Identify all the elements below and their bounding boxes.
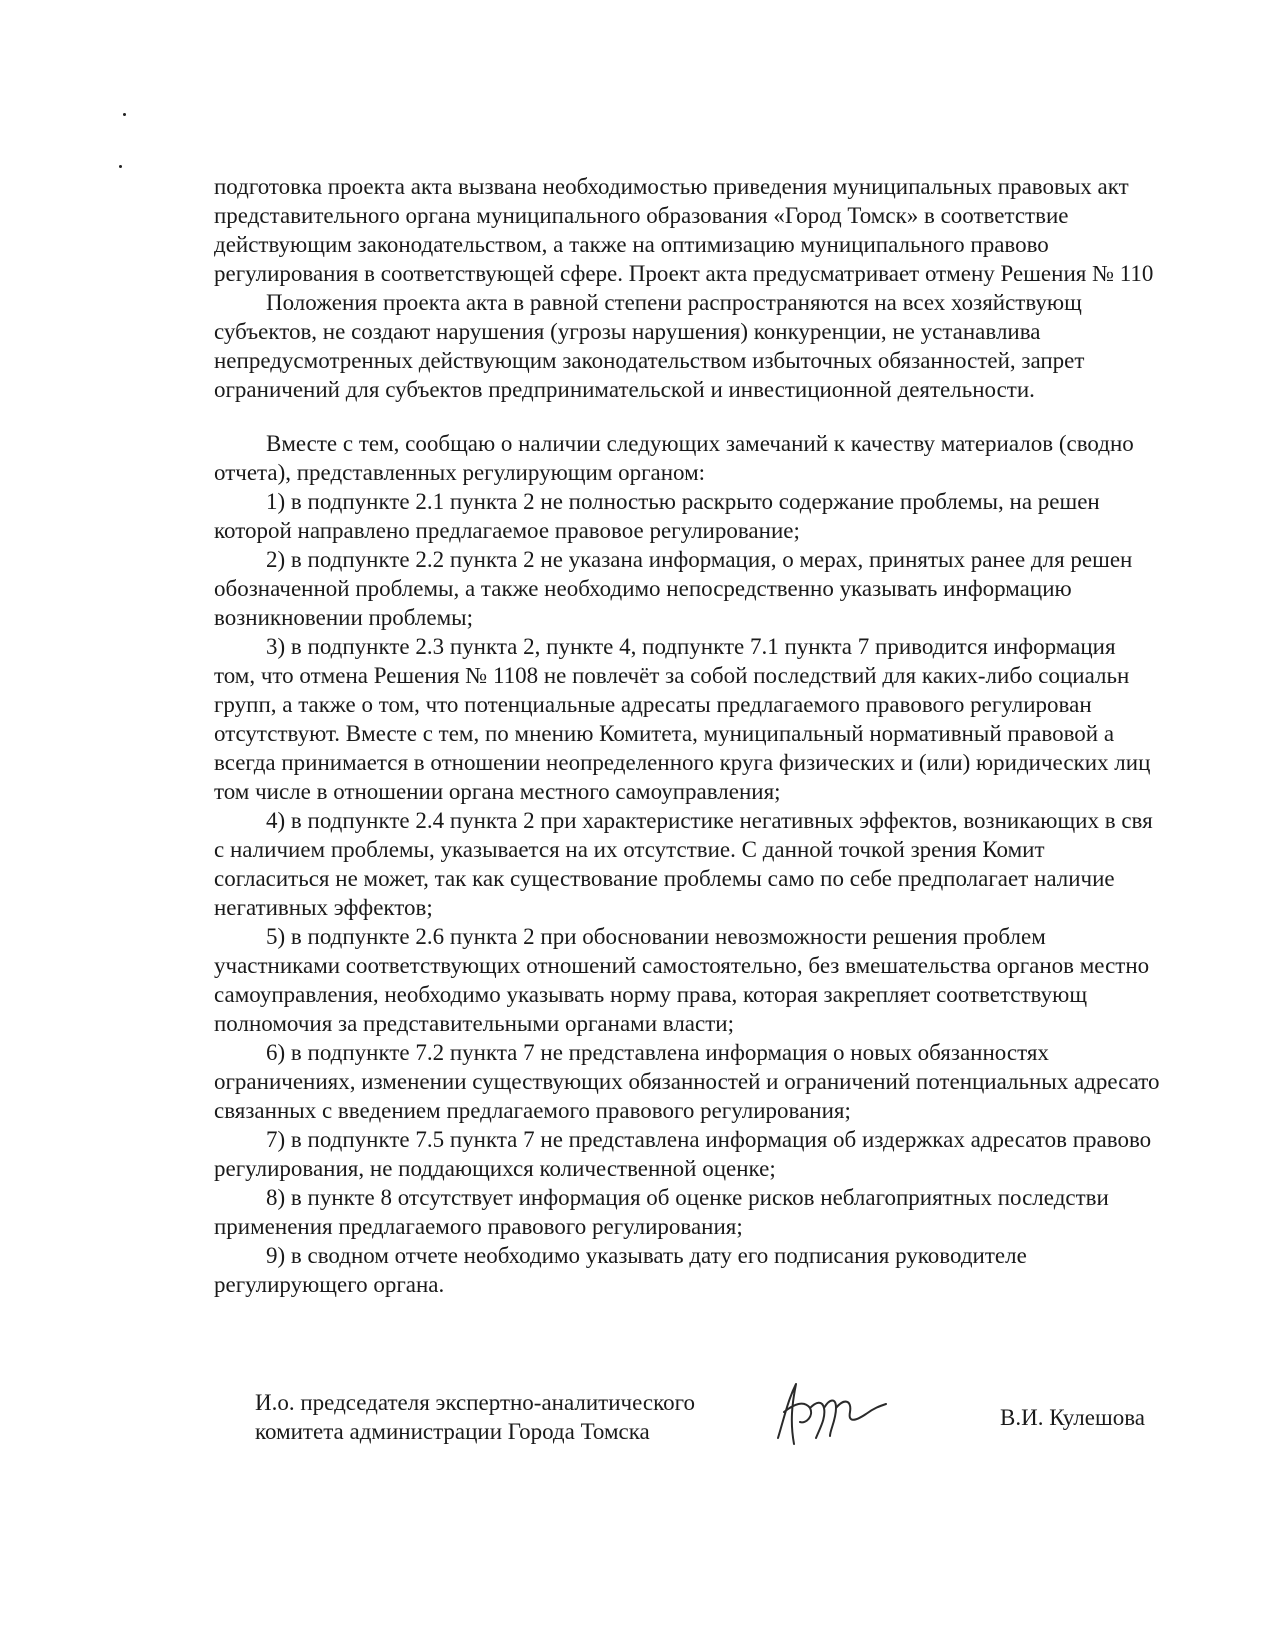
letter-body [214,172,1275,1299]
text-line: групп, а также о том, что потенциальные адресаты предлагаемого правового регулирован [214,692,1092,717]
paragraph [214,429,1275,487]
text-line: согласиться не может, так как существование проблемы само по себе предполагает наличие [214,866,1115,891]
text-line: регулирующего органа. [214,1272,445,1297]
text-line: самоуправления, необходимо указывать норму права, которая закрепляет соответствующ [214,982,1088,1007]
scan-speck [123,113,126,116]
paragraph [214,545,1275,632]
signer-name: В.И. Кулешова [1000,1405,1145,1430]
text-line: 6) в подпункте 7.2 пункта 7 не представлена информация о новых обязанностях [266,1040,1049,1065]
text-line: которой направлено предлагаемое правовое регулирование; [214,518,800,543]
paragraph [214,1241,1275,1299]
text-line: 1) в подпункте 2.1 пункта 2 не полностью раскрыто содержание проблемы, на решен [266,489,1100,514]
text-line: негативных эффектов; [214,895,433,920]
text-line: применения предлагаемого правового регулирования; [214,1214,743,1239]
paragraph [214,1038,1275,1125]
text-line: с наличием проблемы, указывается на их отсутствие. С данной точкой зрения Комит [214,837,1045,862]
text-line: непредусмотренных действующим законодательством избыточных обязанностей, запрет [214,348,1085,373]
paragraph [214,1183,1275,1241]
text-line: 5) в подпункте 2.6 пункта 2 при обосновании невозможности решения проблем [266,924,1046,949]
signer-position [255,1388,695,1446]
text-line: субъектов, не создают нарушения (угрозы нарушения) конкуренции, не устанавлива [214,319,1041,344]
paragraph [214,172,1275,288]
paragraph [214,487,1275,545]
paragraph [214,632,1275,806]
text-line: подготовка проекта акта вызвана необходимостью приведения муниципальных правовых акт [214,174,1129,199]
text-line: 2) в подпункте 2.2 пункта 2 не указана информация, о мерах, принятых ранее для решен [266,547,1133,572]
paragraph [214,922,1275,1038]
paragraph [214,806,1275,922]
text-line: ограничений для субъектов предпринимательской и инвестиционной деятельности. [214,377,1035,402]
paragraph [214,288,1275,404]
text-line: ограничениях, изменении существующих обязанностей и ограничений потенциальных адресато [214,1069,1160,1094]
text-line: 3) в подпункте 2.3 пункта 2, пункте 4, подпункте 7.1 пункта 7 приводится информация [266,634,1116,659]
text-line: отчета), представленных регулирующим органом: [214,460,706,485]
paragraph-gap [214,404,1275,429]
text-line: действующим законодательством, а также на оптимизацию муниципального правово [214,232,1049,257]
paragraph [214,1125,1275,1183]
text-line: 8) в пункте 8 отсутствует информация об оценке рисков неблагоприятных последстви [266,1185,1109,1210]
signer-position-line: И.о. председателя экспертно-аналитического [255,1390,695,1415]
text-line: связанных с введением предлагаемого правового регулирования; [214,1098,851,1123]
signer-position-line: комитета администрации Города Томска [255,1419,650,1444]
scan-speck [119,165,122,168]
text-line: том, что отмена Решения № 1108 не повлечёт за собой последствий для каких-либо социальн [214,663,1130,688]
text-line: регулирования в соответствующей сфере. Проект акта предусматривает отмену Решения № 110 [214,261,1154,286]
text-line: 9) в сводном отчете необходимо указывать дату его подписания руководителе [266,1243,1027,1268]
text-line: обозначенной проблемы, а также необходимо непосредственно указывать информацию [214,576,1072,601]
text-line: Вместе с тем, сообщаю о наличии следующих замечаний к качеству материалов (сводно [266,431,1134,456]
handwritten-signature [770,1378,890,1448]
text-line: участниками соответствующих отношений самостоятельно, без вмешательства органов местно [214,953,1150,978]
text-line: Положения проекта акта в равной степени распространяются на всех хозяйствующ [266,290,1082,315]
text-line: том числе в отношении органа местного самоуправления; [214,779,781,804]
text-line: отсутствуют. Вместе с тем, по мнению Комитета, муниципальный нормативный правовой а [214,721,1115,746]
text-line: представительного органа муниципального образования «Город Томск» в соответствие [214,203,1069,228]
text-line: 7) в подпункте 7.5 пункта 7 не представлена информация об издержках адресатов правово [266,1127,1152,1152]
text-line: всегда принимается в отношении неопределенного круга физических и (или) юридических лиц [214,750,1151,775]
text-line: регулирования, не поддающихся количественной оценке; [214,1156,776,1181]
text-line: возникновении проблемы; [214,605,474,630]
text-line: полномочия за представительными органами власти; [214,1011,734,1036]
text-line: 4) в подпункте 2.4 пункта 2 при характеристике негативных эффектов, возникающих в свя [266,808,1153,833]
